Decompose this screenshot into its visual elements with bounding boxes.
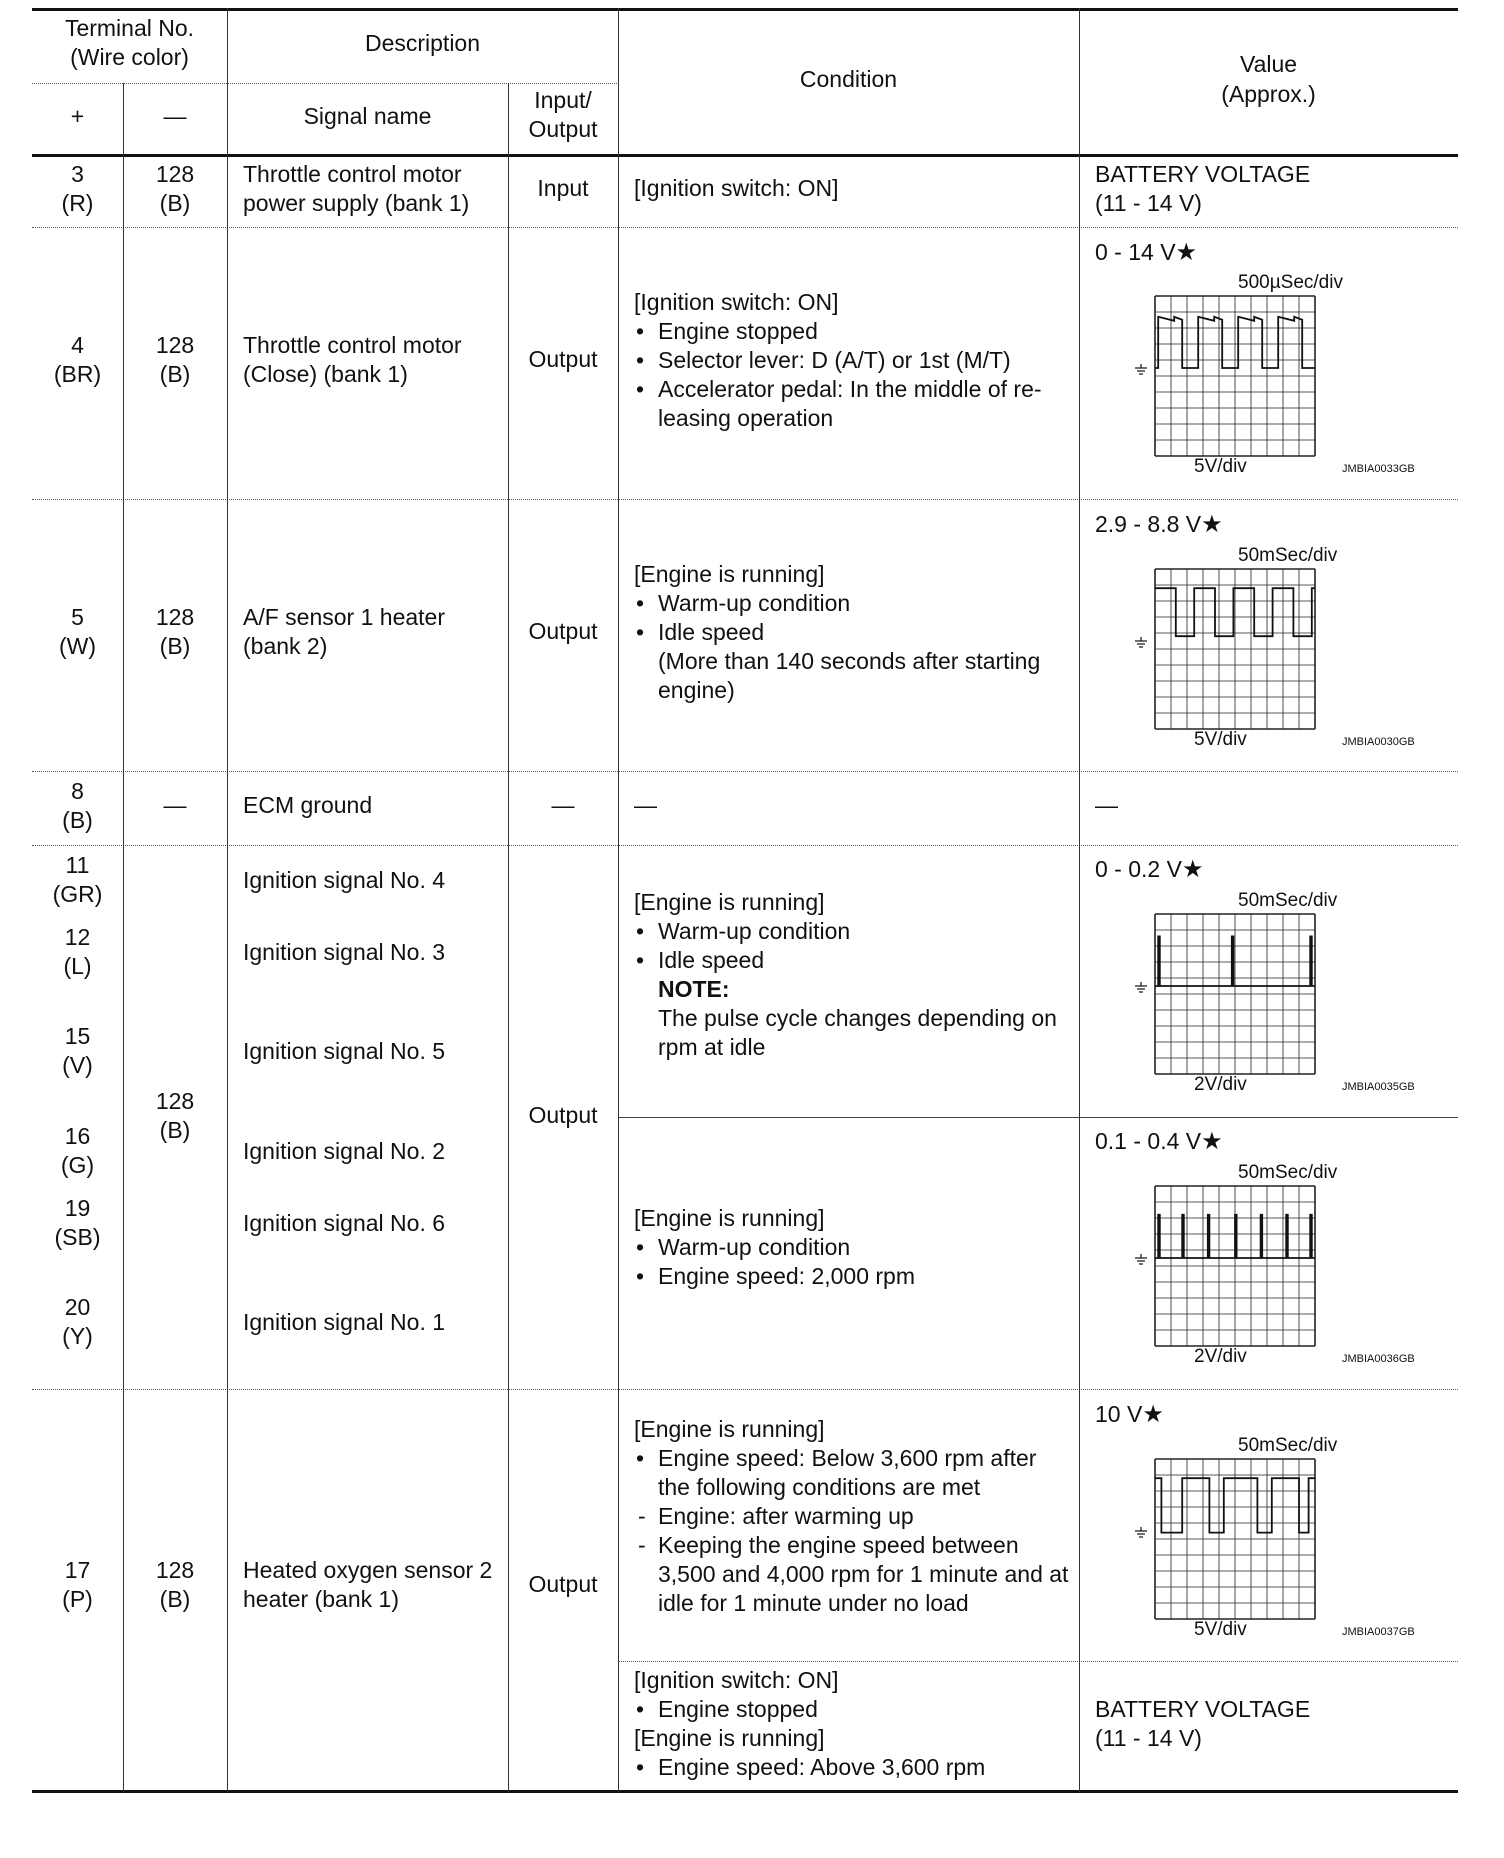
scope-timebase: 50mSec/div	[1238, 545, 1338, 566]
terminal-plus-number: 3	[71, 161, 84, 187]
row-divider	[32, 845, 1458, 846]
condition-bullet: • Warm-up condition	[634, 589, 1040, 618]
terminal-plus-color: (G)	[60, 1152, 95, 1178]
signal-name: Heated oxygen sensor 2	[243, 1557, 493, 1583]
terminal-plus-color: (P)	[62, 1586, 93, 1612]
header-divider	[32, 83, 619, 84]
figure-code: JMBIA0030GB	[1342, 736, 1415, 748]
terminal-plus-color: (R)	[61, 190, 94, 216]
terminal-plus-number: 20	[64, 1294, 91, 1320]
terminal-plus-number: 17	[64, 1557, 91, 1583]
scope-grid-chart	[1120, 1457, 1420, 1627]
terminal-plus-number: 11	[65, 852, 90, 878]
value-text: BATTERY VOLTAGE	[1095, 1696, 1311, 1722]
signal-name-line2: power supply (bank 1)	[243, 190, 470, 216]
signal-name: Ignition signal No. 3	[243, 939, 446, 965]
signal-name: Ignition signal No. 6	[243, 1210, 446, 1236]
io-type: Output	[528, 346, 598, 372]
scope-volts-per-div: 2V/div	[1194, 1074, 1247, 1095]
value-range-text: 0 - 14 V	[1095, 239, 1176, 265]
terminal-minus-number: 128	[155, 604, 195, 630]
scope-grid-chart	[1120, 912, 1420, 1082]
terminal-minus-color: (B)	[159, 1586, 191, 1612]
scope-volts-per-div: 5V/div	[1194, 456, 1247, 477]
star-icon: ★	[1142, 1401, 1164, 1428]
condition-text	[634, 560, 1040, 705]
figure-code: JMBIA0037GB	[1342, 1626, 1415, 1638]
io-type: Output	[528, 618, 598, 644]
signal-name-line2: (Close) (bank 1)	[243, 361, 408, 387]
terminal-minus-color: (B)	[159, 361, 191, 387]
sub-row-divider	[618, 1117, 1458, 1118]
header-signal-name: Signal name	[303, 103, 432, 129]
sub-row-divider	[618, 1661, 1458, 1662]
condition-bullet: • Engine stopped	[634, 1695, 985, 1724]
figure-code: JMBIA0036GB	[1342, 1353, 1415, 1365]
terminal-minus-color: (B)	[159, 633, 191, 659]
header-plus: +	[70, 103, 85, 129]
condition-line: [Ignition switch: ON]	[634, 175, 839, 201]
row-divider	[32, 499, 1458, 500]
terminal-plus-number: 16	[64, 1123, 91, 1149]
terminal-plus-number: 8	[71, 778, 84, 804]
scope-grid-chart	[1120, 294, 1420, 464]
condition-bullet: • Accelerator pedal: In the middle of re-	[634, 375, 1042, 404]
terminal-plus-number: 15	[64, 1023, 91, 1049]
row-divider	[32, 771, 1458, 772]
value-range	[1095, 238, 1197, 267]
terminal-minus-color: (B)	[159, 190, 191, 216]
value-range-text: 10 V	[1095, 1401, 1143, 1427]
signal-name: Throttle control motor	[243, 161, 462, 187]
figure-code: JMBIA0033GB	[1342, 463, 1415, 475]
header-value: Value	[1239, 51, 1298, 77]
condition-line: [Engine is running]	[634, 1416, 825, 1442]
condition-text	[634, 888, 1057, 1062]
io-type: Output	[528, 1571, 598, 1597]
condition-line: [Engine is running]	[634, 1725, 825, 1751]
condition-line: [Engine is running]	[634, 889, 825, 915]
scope-grid-chart	[1120, 567, 1420, 737]
condition-bullet: • Engine stopped	[634, 317, 1042, 346]
signal-name: Ignition signal No. 2	[243, 1138, 446, 1164]
oscilloscope-waveform	[1120, 1435, 1420, 1645]
condition-dash-item: - Engine: after warming up	[634, 1502, 1068, 1531]
condition-text	[634, 174, 839, 203]
header-terminal-no: Terminal No.	[64, 15, 195, 41]
condition-line: [Ignition switch: ON]	[634, 289, 839, 315]
row-divider	[32, 1389, 1458, 1390]
value-range	[1095, 1400, 1164, 1429]
value-text-line2: (11 - 14 V)	[1095, 190, 1202, 216]
terminal-plus-color: (B)	[62, 807, 93, 833]
header-input: Input/	[534, 87, 592, 113]
header-approx: (Approx.)	[1221, 81, 1316, 107]
condition-bullet: • Warm-up condition	[634, 1233, 915, 1262]
value-text: BATTERY VOLTAGE	[1095, 161, 1311, 187]
condition-line: leasing operation	[658, 405, 834, 431]
condition-line: engine)	[658, 677, 735, 703]
scope-grid-chart	[1120, 1184, 1420, 1354]
scope-volts-per-div: 5V/div	[1194, 729, 1247, 750]
condition-bullet: • Warm-up condition	[634, 917, 1057, 946]
star-icon: ★	[1181, 856, 1204, 883]
condition-bullet: • Selector lever: D (A/T) or 1st (M/T)	[634, 346, 1042, 375]
condition-text	[634, 1666, 985, 1782]
value-range-text: 2.9 - 8.8 V	[1095, 511, 1202, 537]
col-divider	[618, 8, 619, 1792]
terminal-plus-number: 4	[71, 332, 84, 358]
scope-timebase: 500µSec/div	[1238, 272, 1343, 293]
scope-timebase: 50mSec/div	[1238, 890, 1338, 911]
header-minus: —	[163, 103, 187, 129]
condition-bullet: • Idle speed	[634, 946, 1057, 975]
header-condition: Condition	[799, 66, 898, 92]
condition-line: rpm at idle	[658, 1034, 766, 1060]
note-label: NOTE:	[658, 976, 730, 1002]
condition-line: 3,500 and 4,000 rpm for 1 minute and at	[658, 1561, 1069, 1587]
signal-name-line2: (bank 2)	[243, 633, 328, 659]
table-top-rule	[32, 8, 1458, 11]
terminal-plus-color: (V)	[62, 1052, 93, 1078]
value-text-line2: (11 - 14 V)	[1095, 1725, 1202, 1751]
star-icon: ★	[1201, 1128, 1223, 1155]
condition-line: idle for 1 minute under no load	[658, 1590, 969, 1616]
header-wire-color: (Wire color)	[70, 44, 189, 70]
io-type: Output	[528, 1102, 598, 1128]
header-bottom-rule	[32, 154, 1458, 157]
condition-line: [Engine is running]	[634, 561, 825, 587]
condition-line: (More than 140 seconds after starting	[658, 648, 1041, 674]
terminal-plus-number: 19	[64, 1195, 91, 1221]
terminal-minus-number: 128	[155, 1557, 195, 1583]
value-range	[1095, 1127, 1223, 1156]
condition-text	[634, 1415, 1068, 1618]
condition-bullet: • Engine speed: 2,000 rpm	[634, 1262, 915, 1291]
table-bottom-rule	[32, 1790, 1458, 1793]
condition-line: The pulse cycle changes depending on	[658, 1005, 1057, 1031]
signal-name: A/F sensor 1 heater	[243, 604, 445, 630]
terminal-plus-color: (L)	[63, 953, 92, 979]
condition-text	[634, 288, 1042, 433]
terminal-plus-color: (Y)	[62, 1323, 93, 1349]
signal-name: Ignition signal No. 1	[243, 1309, 446, 1335]
scope-timebase: 50mSec/div	[1238, 1162, 1338, 1183]
terminal-plus-number: 12	[64, 924, 91, 950]
terminal-minus-number: —	[163, 792, 187, 818]
star-icon: ★	[1175, 239, 1198, 266]
row-divider	[32, 227, 1458, 228]
condition-bullet: • Idle speed	[634, 618, 1040, 647]
condition-text	[634, 1204, 915, 1291]
scope-volts-per-div: 5V/div	[1194, 1619, 1247, 1640]
oscilloscope-waveform	[1120, 272, 1420, 482]
header-description: Description	[364, 30, 481, 56]
terminal-plus-number: 5	[71, 604, 84, 630]
signal-name: Ignition signal No. 5	[243, 1038, 446, 1064]
condition-line: the following conditions are met	[658, 1474, 981, 1500]
io-type: Input	[537, 175, 589, 201]
oscilloscope-waveform	[1120, 1162, 1420, 1372]
value-text: —	[1095, 792, 1118, 818]
signal-name-line2: heater (bank 1)	[243, 1586, 399, 1612]
scope-volts-per-div: 2V/div	[1194, 1346, 1247, 1367]
oscilloscope-waveform	[1120, 545, 1420, 755]
condition-bullet: • Engine speed: Above 3,600 rpm	[634, 1753, 985, 1782]
col-divider	[508, 83, 509, 1792]
terminal-minus-color: (B)	[159, 1117, 191, 1143]
signal-name: Ignition signal No. 4	[243, 867, 446, 893]
condition-bullet: • Engine speed: Below 3,600 rpm after	[634, 1444, 1068, 1473]
terminal-plus-color: (BR)	[53, 361, 102, 387]
terminal-plus-color: (W)	[58, 633, 97, 659]
scope-timebase: 50mSec/div	[1238, 1435, 1338, 1456]
value-range-text: 0.1 - 0.4 V	[1095, 1128, 1202, 1154]
terminal-minus-number: 128	[155, 1088, 195, 1114]
col-divider	[227, 8, 228, 1792]
terminal-minus-number: 128	[155, 161, 195, 187]
terminal-plus-color: (SB)	[54, 1224, 101, 1250]
condition-text: —	[634, 792, 657, 818]
terminal-plus-color: (GR)	[52, 881, 103, 907]
io-type: —	[551, 792, 575, 818]
signal-name: Throttle control motor	[243, 332, 462, 358]
terminal-minus-number: 128	[155, 332, 195, 358]
figure-code: JMBIA0035GB	[1342, 1081, 1415, 1093]
value-range	[1095, 510, 1223, 539]
star-icon: ★	[1201, 511, 1223, 538]
condition-line: [Ignition switch: ON]	[634, 1667, 839, 1693]
signal-name: ECM ground	[243, 792, 373, 818]
condition-line: [Engine is running]	[634, 1205, 825, 1231]
oscilloscope-waveform	[1120, 890, 1420, 1100]
header-output: Output	[528, 116, 598, 142]
col-divider	[1079, 8, 1080, 1792]
value-range-text: 0 - 0.2 V	[1095, 856, 1182, 882]
condition-dash-item: - Keeping the engine speed between	[634, 1531, 1068, 1560]
value-range	[1095, 855, 1203, 884]
